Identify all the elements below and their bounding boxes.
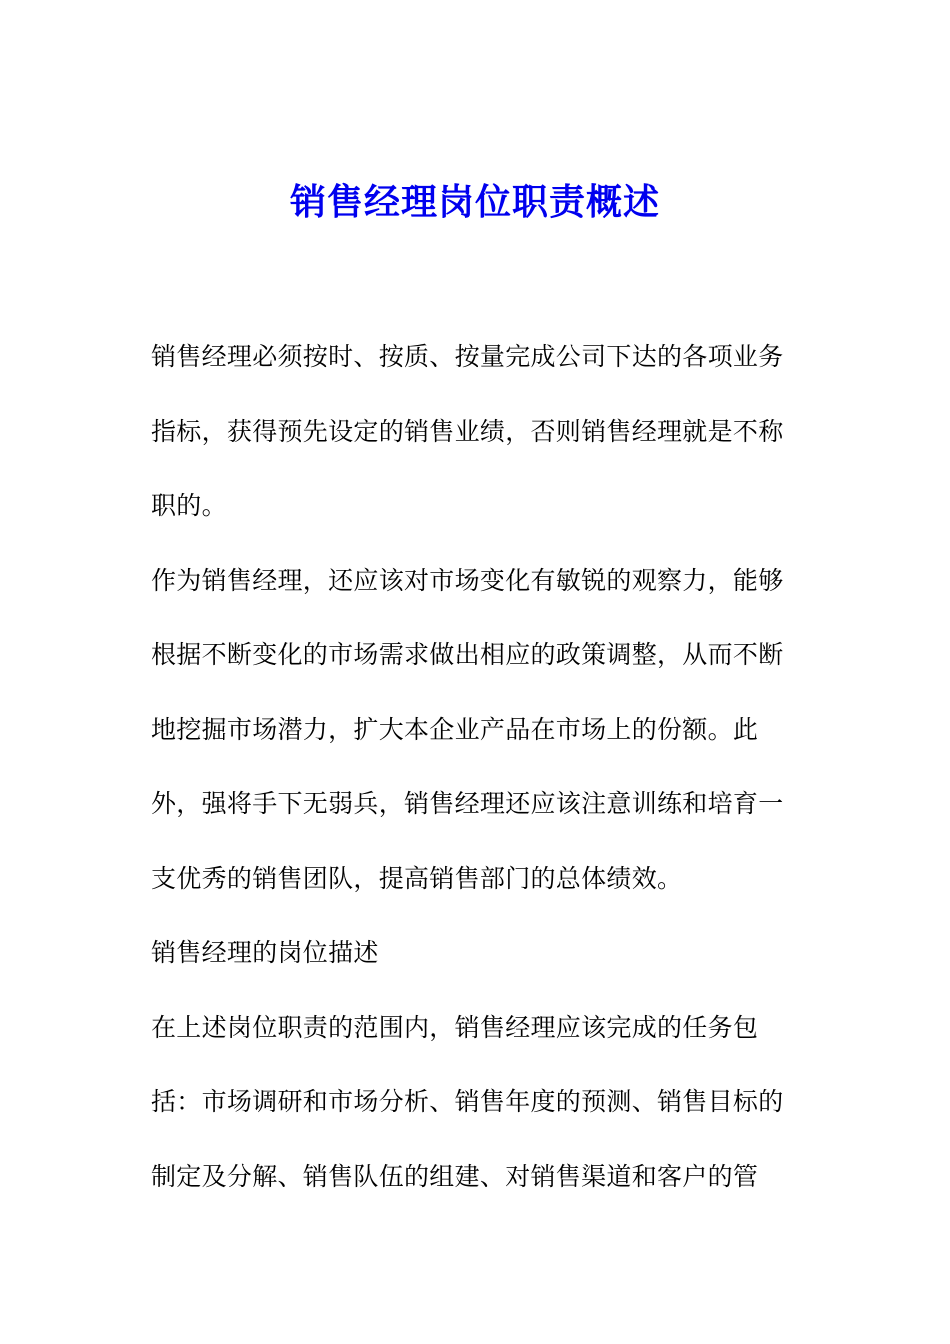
document-title: 销售经理岗位职责概述 [289,181,660,223]
text-line: 括：市场调研和市场分析、销售年度的预测、销售目标的 [151,1087,784,1116]
text-line: 职的。 [151,491,227,520]
text-line: 地挖掘市场潜力，扩大本企业产品在市场上的份额。此 [151,714,759,744]
text-line: 销售经理必须按时、按质、按量完成公司下达的各项业务 [151,342,784,371]
text-line: 指标，获得预先设定的销售业绩，否则销售经理就是不称 [151,416,784,446]
text-line: 根据不断变化的市场需求做出相应的政策调整，从而不断 [151,640,784,669]
text-line: 支优秀的销售团队，提高销售部门的总体绩效。 [151,863,683,893]
text-line: 在上述岗位职责的范围内，销售经理应该完成的任务包 [151,1012,759,1042]
document-body [151,320,796,1214]
text-line: 制定及分解、销售队伍的组建、对销售渠道和客户的管 [151,1161,759,1191]
text-line: 作为销售经理，还应该对市场变化有敏锐的观察力，能够 [151,565,784,595]
text-line: 外，强将手下无弱兵，销售经理还应该注意训练和培育一 [151,789,784,818]
section-heading: 销售经理的岗位描述 [151,938,379,967]
